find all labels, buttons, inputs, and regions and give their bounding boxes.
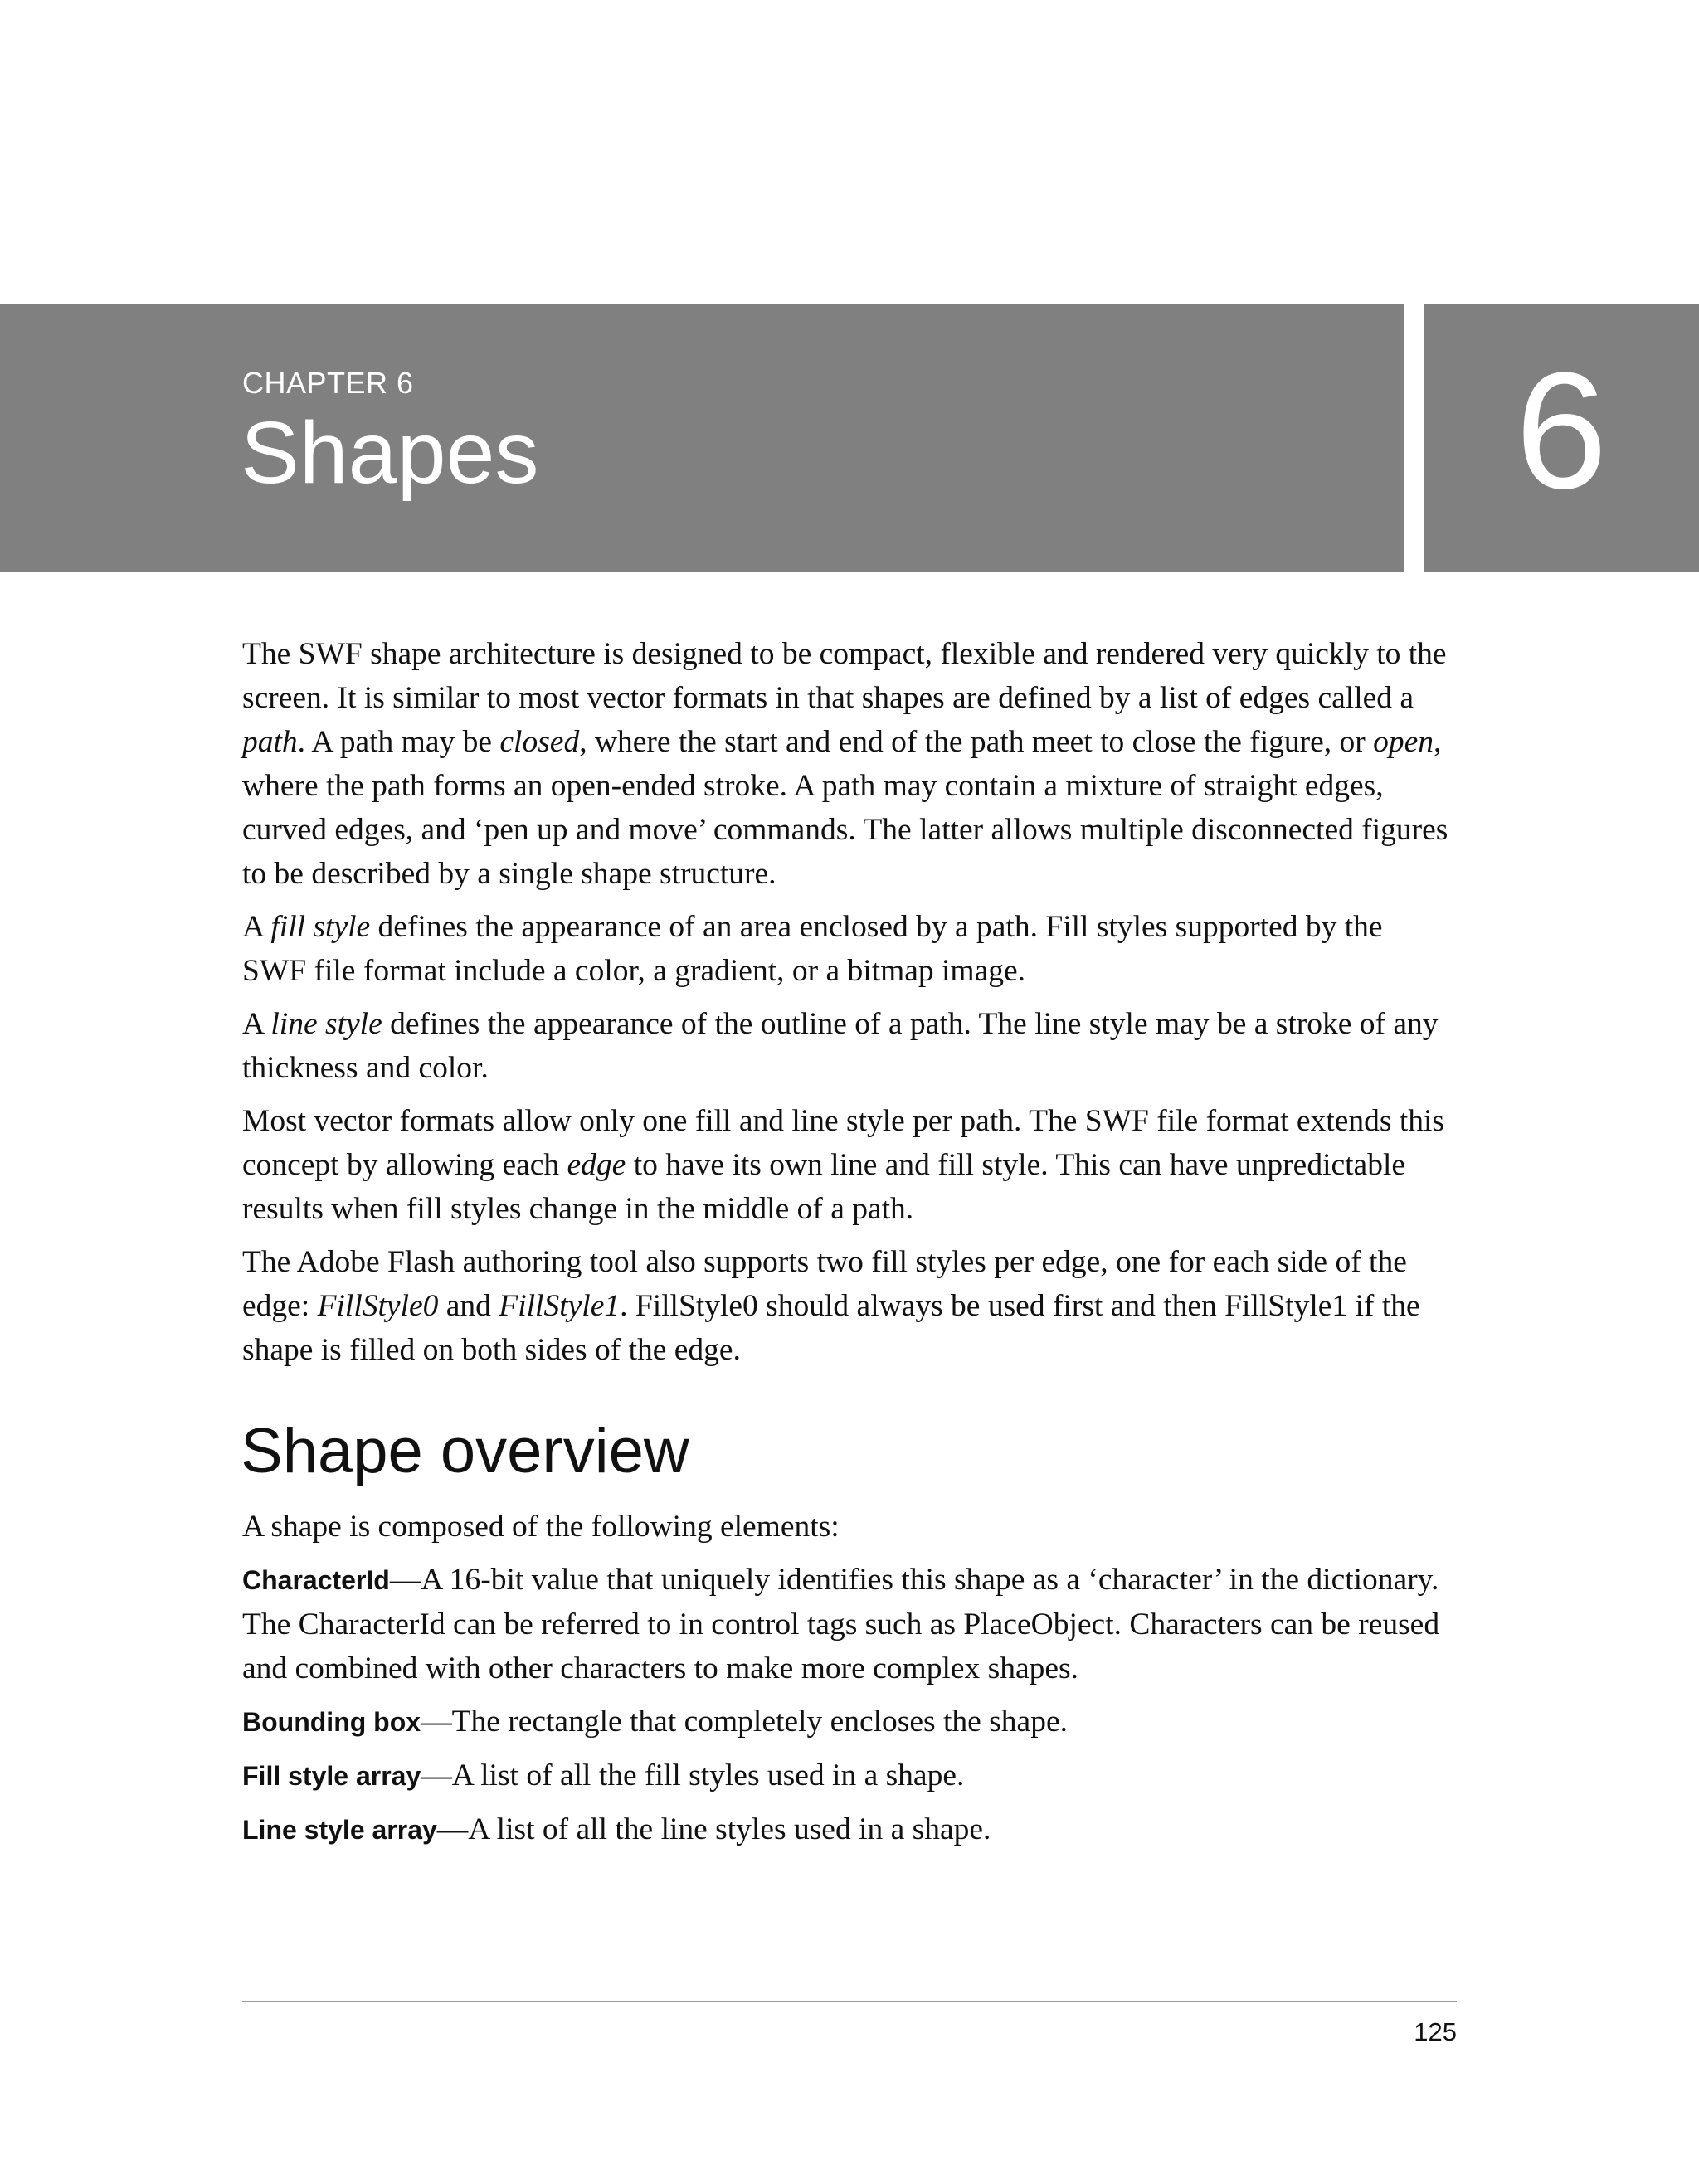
paragraph-edge: Most vector formats allow only one fill and line style per path. The SWF file format extends this concept by allowing each edge to have its own line and fill style. This can have unpredictable results when fill styles change in the middle of a path.	[242, 1104, 1445, 1226]
paragraph-line-style: A line style defines the appearance of the outline of a path. The line style may be a stroke of any thickness and color.	[242, 1007, 1439, 1085]
term-closed: closed	[499, 725, 580, 759]
definition-line-style-array	[242, 1807, 1453, 1852]
definition-term: Bounding box	[242, 1707, 421, 1737]
paragraph-fill-style: A fill style defines the appearance of an area enclosed by a path. Fill styles supported by the SWF file format include a color, a gradient, or a bitmap image.	[242, 910, 1383, 988]
chapter-title: Shapes	[241, 404, 539, 502]
term-path: path	[242, 725, 298, 759]
definition-term: Line style array	[242, 1815, 437, 1845]
term-open: open	[1373, 725, 1434, 759]
definition-text: —The rectangle that completely encloses the shape.	[421, 1705, 1068, 1739]
definition-fill-style-array	[242, 1754, 1453, 1798]
page-number: 125	[1414, 2017, 1457, 2046]
section-lead: A shape is composed of the following elements:	[242, 1510, 840, 1544]
page-body	[242, 632, 1453, 1861]
term-fillstyle1: FillStyle1	[499, 1289, 621, 1323]
term-fillstyle0: FillStyle0	[317, 1289, 439, 1323]
paragraph-intro: The SWF shape architecture is designed to be compact, flexible and rendered very quickly to the screen. It is similar to most vector formats in that shapes are defined by a list of edges called a path. A path may be closed, where the start and end of the path meet to close the figure, or open, where the path forms an open-ended stroke. A path may contain a mixture of straight edges, curved edges, and ‘pen up and move’ commands. The latter allows multiple disconnected figures to be described by a single shape structure.	[242, 637, 1448, 891]
footer-rule	[242, 2001, 1457, 2002]
definition-characterid	[242, 1558, 1453, 1690]
term-edge: edge	[567, 1148, 626, 1182]
definition-text: —A list of all the fill styles used in a shape.	[421, 1758, 965, 1792]
chapter-number: 6	[1515, 338, 1608, 523]
paragraph-flash-fill-styles: The Adobe Flash authoring tool also supports two fill styles per edge, one for each side of the edge: FillStyle0 and FillStyle1. FillStyle0 should always be used first and then FillStyle1 if the shape is filled on both sides of the edge.	[242, 1245, 1420, 1367]
definition-term: Fill style array	[242, 1761, 421, 1791]
term-fill-style: fill style	[270, 910, 371, 944]
definition-text: —A list of all the line styles used in a shape.	[436, 1812, 991, 1846]
section-heading: Shape overview	[241, 1416, 689, 1486]
chapter-banner	[0, 304, 1404, 572]
definition-text: —A 16-bit value that uniquely identifies this shape as a ‘character’ in the dictionary. The CharacterId can be referred to in control tags such as PlaceObject. Characters can be reused and combined with other characters to make more complex shapes.	[242, 1563, 1440, 1685]
chapter-label: CHAPTER 6	[242, 366, 414, 400]
term-line-style: line style	[270, 1007, 382, 1041]
definition-bounding-box	[242, 1700, 1453, 1744]
definition-term: CharacterId	[242, 1565, 390, 1595]
